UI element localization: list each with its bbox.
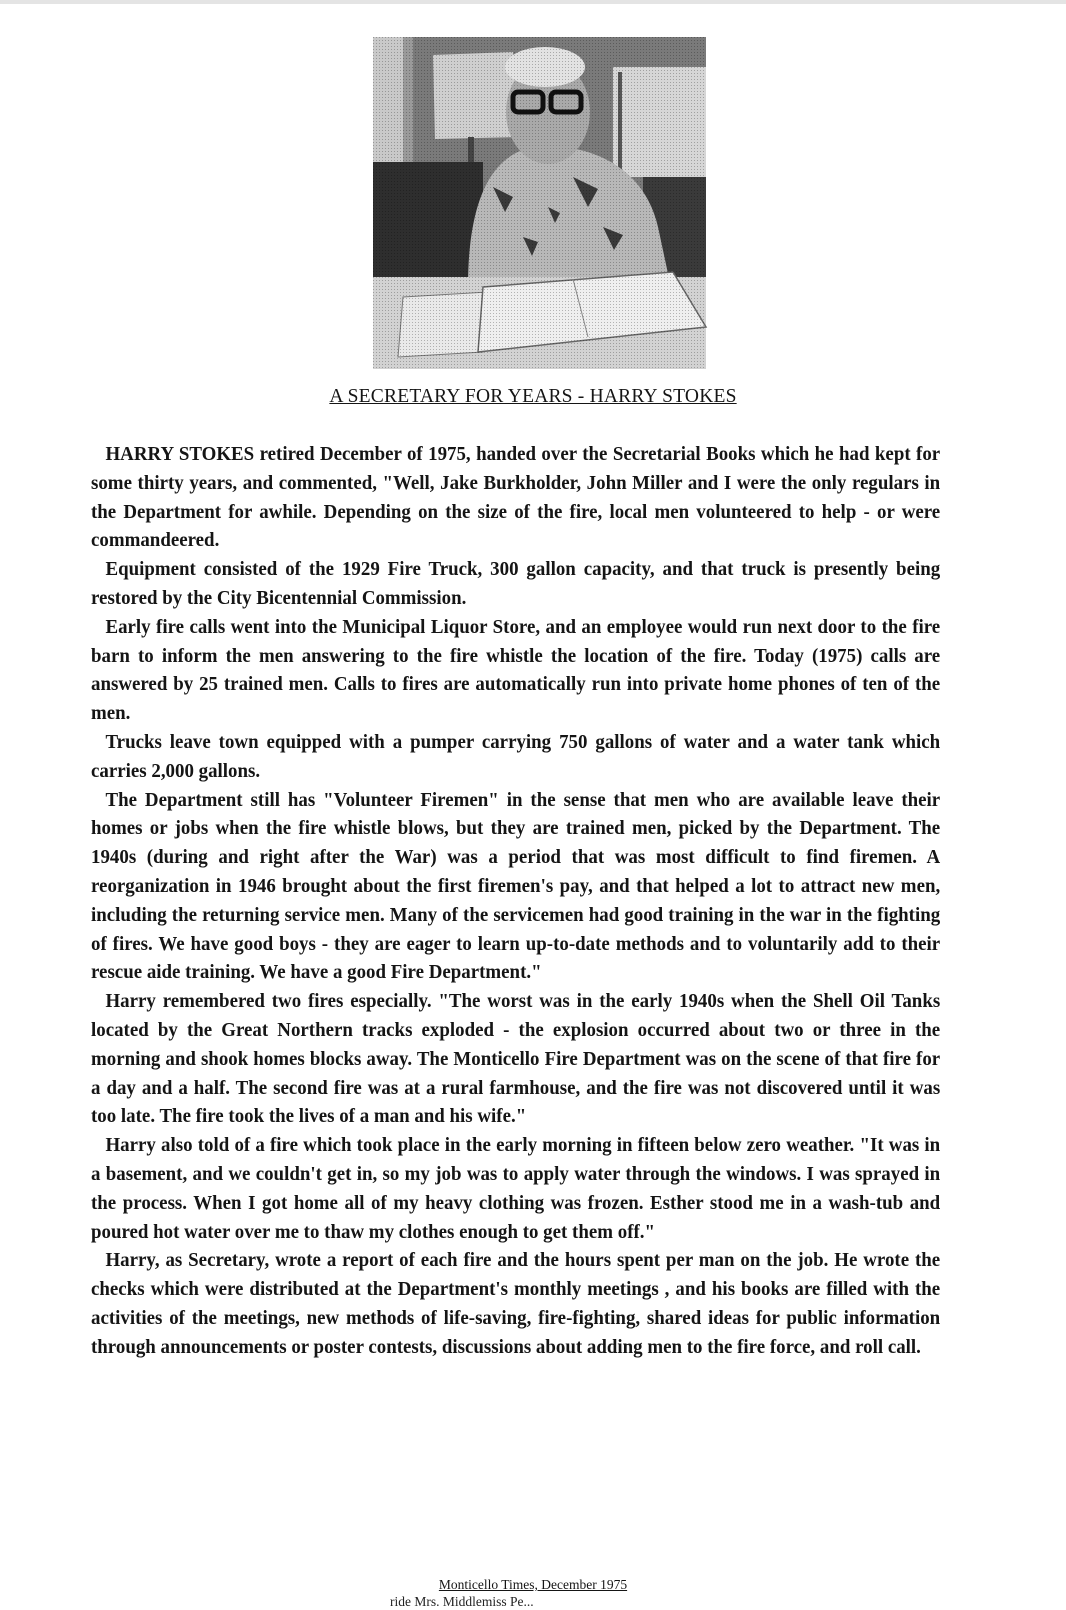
photo-illustration xyxy=(373,37,706,369)
paragraph: Trucks leave town equipped with a pumper carrying 750 gallons of water and a water tank which carries 2,000 gallons. xyxy=(91,731,941,782)
page-top-edge xyxy=(0,0,1066,4)
paragraph: Early fire calls went into the Municipal Liquor Store, and an employee would run next door to the fire barn to inform the men answering to the fire whistle the location of the fire. Today (1975) calls are answered by 25 trained men. Calls to fires are automatically run into private home phones of ten of the men. xyxy=(91,616,941,725)
article-title: A SECRETARY FOR YEARS - HARRY STOKES xyxy=(329,386,737,407)
source-citation-cutoff: ride Mrs. Middlemiss Pe... xyxy=(390,1594,534,1609)
paragraph: The Department still has "Volunteer Firemen" in the sense that men who are available leave their homes or jobs when the fire whistle blows, but they are trained men, picked by the Department. The 1940s (during and right after the War) was a period that was most difficult to find firemen. A reorganization in 1946 brought about the first firemen's pay, and that helped a lot to attract new men, including the returning service men. Many of the servicemen had good training in the war in the fighting of fires. We have good boys - they are eager to learn up-to-date methods and to voluntarily add to their rescue aide training. We have a good Fire Department." xyxy=(91,789,941,984)
article-body xyxy=(91,441,940,1363)
paragraph: HARRY STOKES retired December of 1975, handed over the Secretarial Books which he had kept for some thirty years, and commented, "Well, Jake Burkholder, John Miller and I were the only regulars in the Department for awhile. Depending on the size of the fire, local men volunteered to help - or were commandeered. xyxy=(91,444,941,552)
paragraph: Harry, as Secretary, wrote a report of each fire and the hours spent per man on the job. He wrote the checks which were distributed at the Department's monthly meetings , and his books are filled with the activities of the meetings, new methods of life-saving, fire-fighting, shared ideas for public information through announcements or poster contests, discussions about adding men to the fire force, and roll call. xyxy=(91,1250,941,1358)
paragraph: Harry remembered two fires especially. "The worst was in the early 1940s when the Shell Oil Tanks located by the Great Northern tracks exploded - the explosion occurred about two or three in the morning and shook homes blocks away. The Monticello Fire Department was on the scene of that fire for a day and a half. The second fire was at a rural farmhouse, and the fire was not discovered until it was too late. The fire took the lives of a man and his wife." xyxy=(91,991,941,1128)
paragraph: Equipment consisted of the 1929 Fire Truck, 300 gallon capacity, and that truck is presently being restored by the City Bicentennial Commission. xyxy=(91,559,941,609)
source-citation: Monticello Times, December 1975 xyxy=(438,1577,628,1592)
paragraph: Harry also told of a fire which took place in the early morning in fifteen below zero weather. "It was in a basement, and we couldn't get in, so my job was to apply water through the windows. I was sprayed in the process. When I got home all of my heavy clothing was frozen. Esther stood me in a wash-tub and poured hot water over me to thaw my clothes enough to get them off." xyxy=(91,1135,941,1243)
portrait-photo xyxy=(373,37,706,369)
